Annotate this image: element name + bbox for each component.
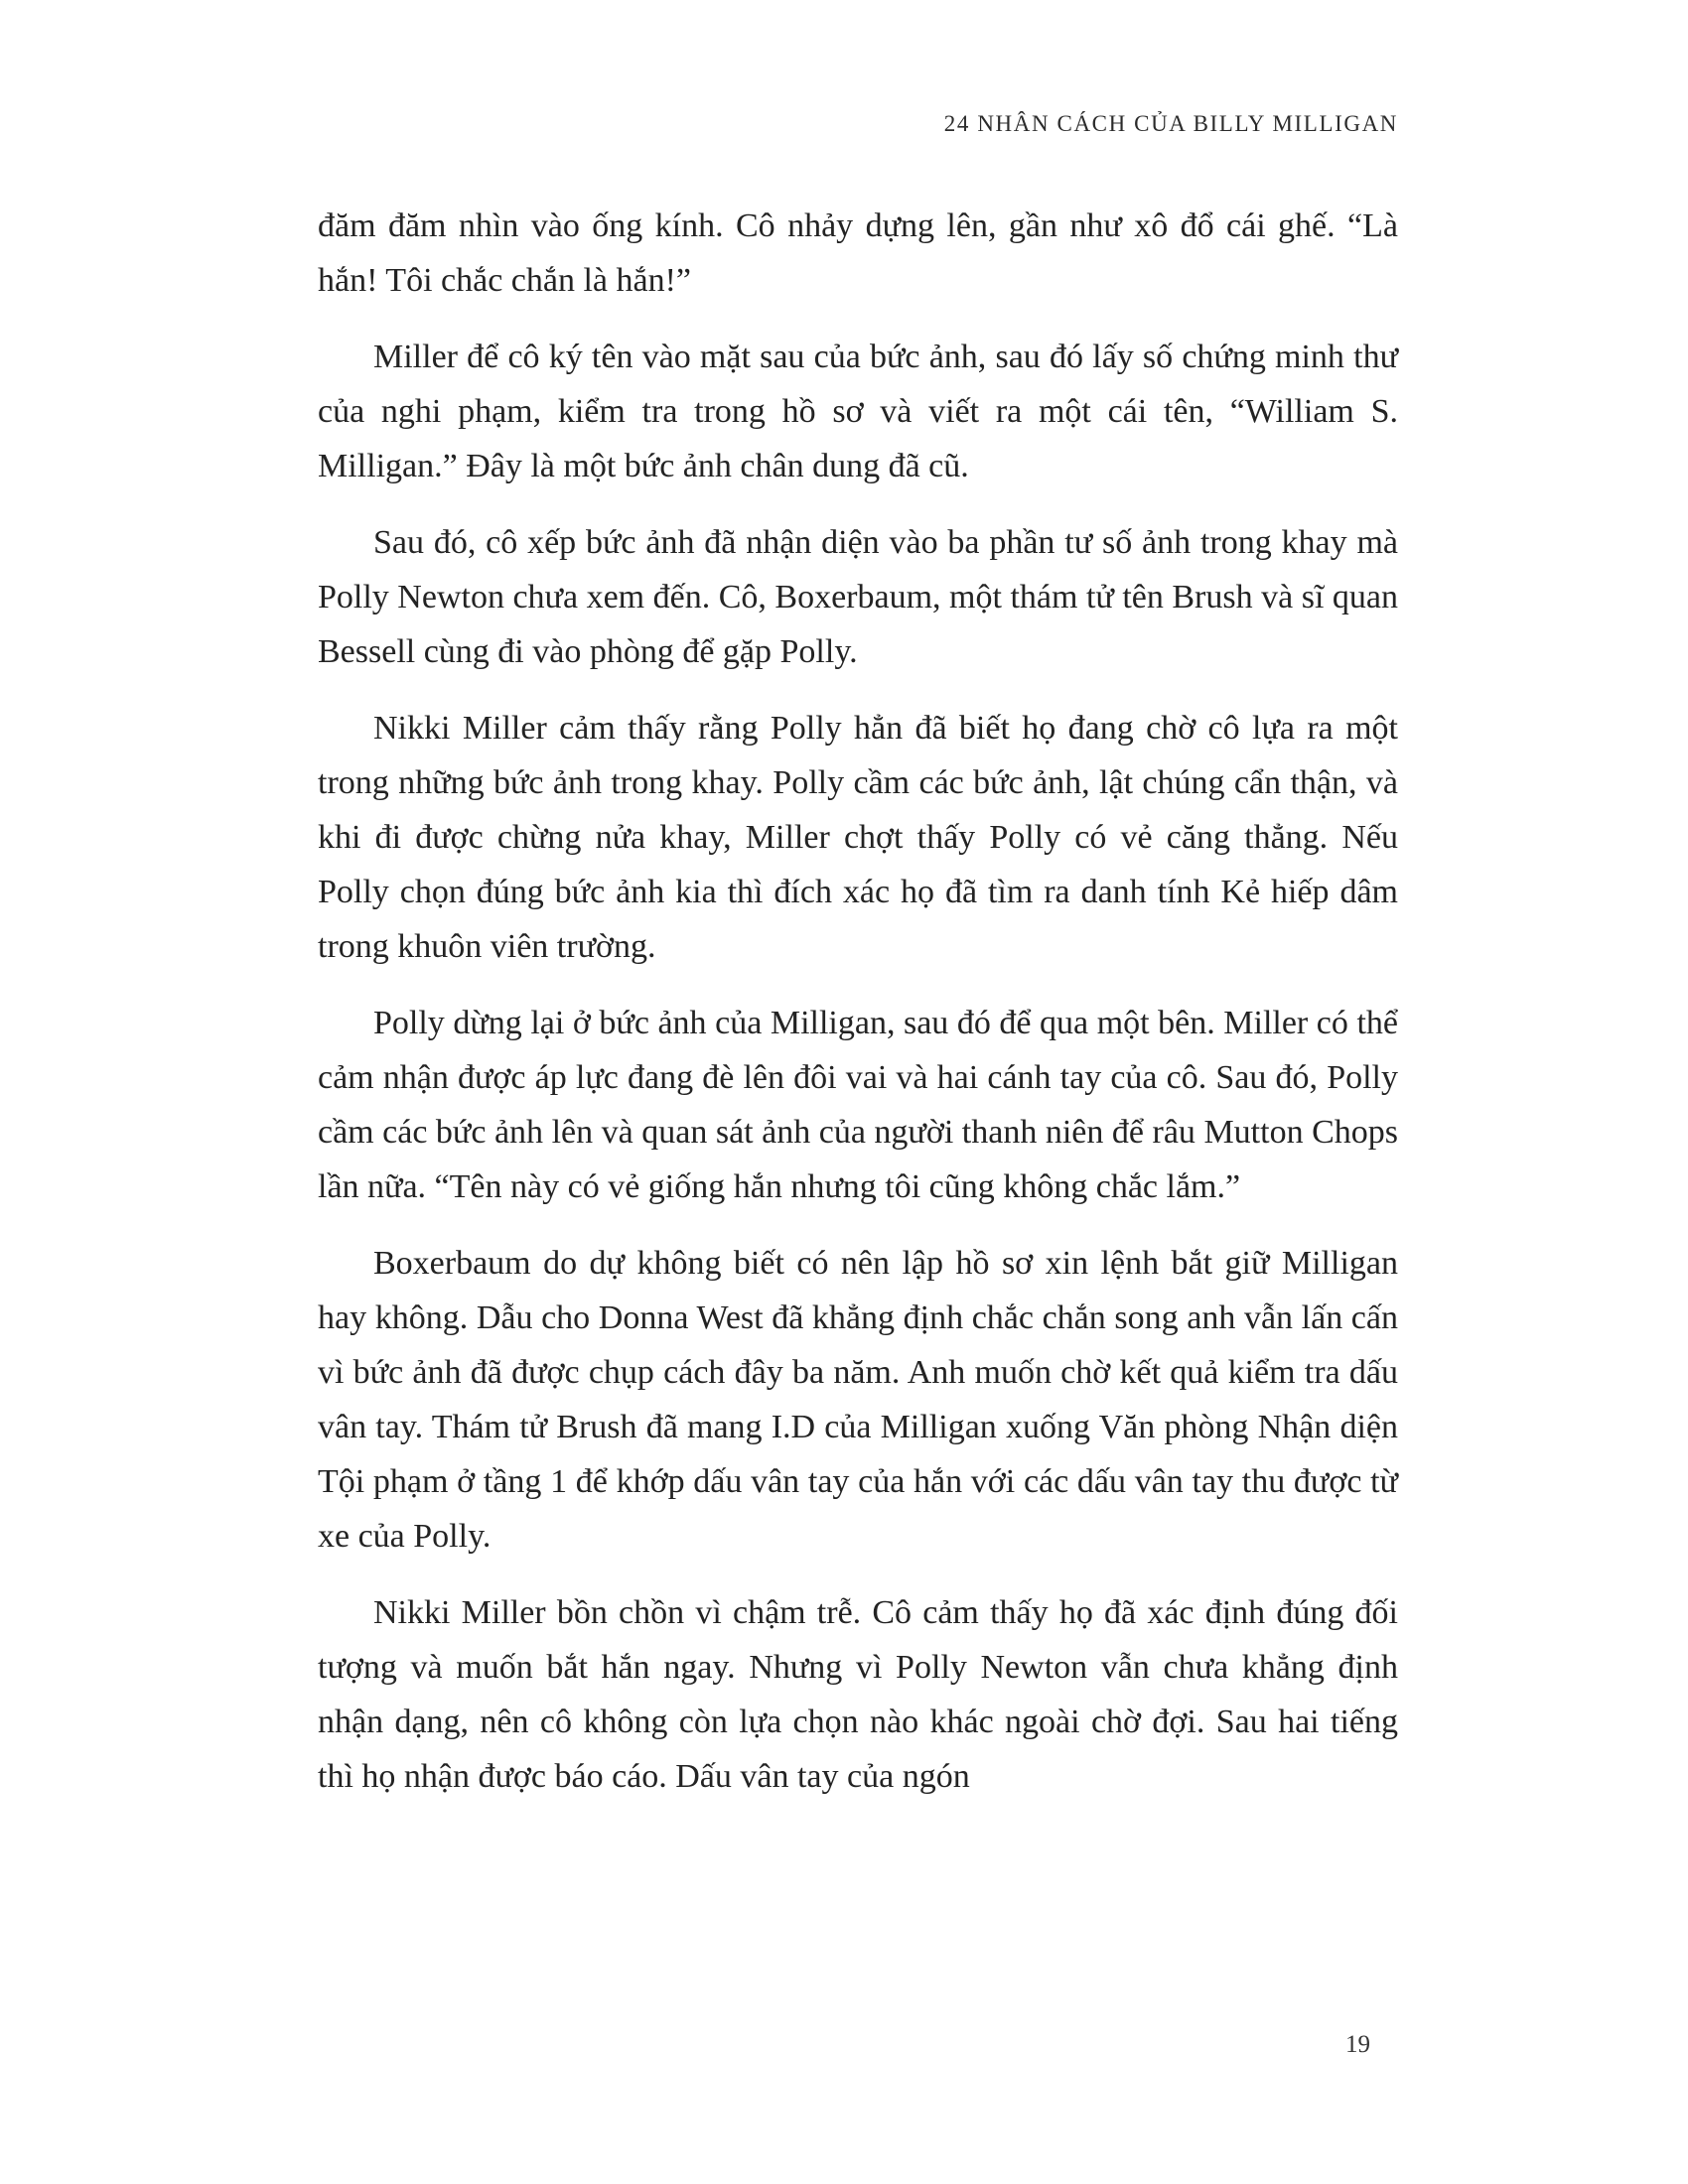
running-header: 24 NHÂN CÁCH CỦA BILLY MILLIGAN	[943, 111, 1398, 136]
paragraph: Nikki Miller cảm thấy rằng Polly hẳn đã biết họ đang chờ cô lựa ra một trong những bức ảnh trong khay. Polly cầm các bức ảnh, lật chúng cẩn thận, và khi đi được chừng nửa khay, Miller chợt thấy Polly có vẻ căng thẳng. Nếu Polly chọn đúng bức ảnh kia thì đích xác họ đã tìm ra danh tính Kẻ hiếp dâm trong khuôn viên trường.	[318, 710, 1398, 965]
page-number: 19	[1345, 2031, 1370, 2058]
paragraph: Boxerbaum do dự không biết có nên lập hồ sơ xin lệnh bắt giữ Milligan hay không. Dẫu cho Donna West đã khẳng định chắc chắn song anh vẫn lấn cấn vì bức ảnh đã được chụp cách đây ba năm. Anh muốn chờ kết quả kiểm tra dấu vân tay. Thám tử Brush đã mang I.D của Milligan xuống Văn phòng Nhận diện Tội phạm ở tầng 1 để khớp dấu vân tay của hắn với các dấu vân tay thu được từ xe của Polly.	[318, 1245, 1398, 1555]
page-content	[318, 199, 1398, 1826]
paragraph: đăm đăm nhìn vào ống kính. Cô nhảy dựng lên, gần như xô đổ cái ghế. “Là hắn! Tôi chắc chắn là hắn!”	[318, 207, 1398, 299]
paragraph: Sau đó, cô xếp bức ảnh đã nhận diện vào ba phần tư số ảnh trong khay mà Polly Newton chưa xem đến. Cô, Boxerbaum, một thám tử tên Brush và sĩ quan Bessell cùng đi vào phòng để gặp Polly.	[318, 524, 1398, 670]
paragraph: Polly dừng lại ở bức ảnh của Milligan, sau đó để qua một bên. Miller có thể cảm nhận được áp lực đang đè lên đôi vai và hai cánh tay của cô. Sau đó, Polly cầm các bức ảnh lên và quan sát ảnh của người thanh niên để râu Mutton Chops lần nữa. “Tên này có vẻ giống hắn nhưng tôi cũng không chắc lắm.”	[318, 1005, 1398, 1205]
paragraph: Nikki Miller bồn chồn vì chậm trễ. Cô cảm thấy họ đã xác định đúng đối tượng và muốn bắt hắn ngay. Nhưng vì Polly Newton vẫn chưa khẳng định nhận dạng, nên cô không còn lựa chọn nào khác ngoài chờ đợi. Sau hai tiếng thì họ nhận được báo cáo. Dấu vân tay của ngón	[318, 1594, 1398, 1795]
paragraph: Miller để cô ký tên vào mặt sau của bức ảnh, sau đó lấy số chứng minh thư của nghi phạm, kiểm tra trong hồ sơ và viết ra một cái tên, “William S. Milligan.” Đây là một bức ảnh chân dung đã cũ.	[318, 339, 1398, 484]
